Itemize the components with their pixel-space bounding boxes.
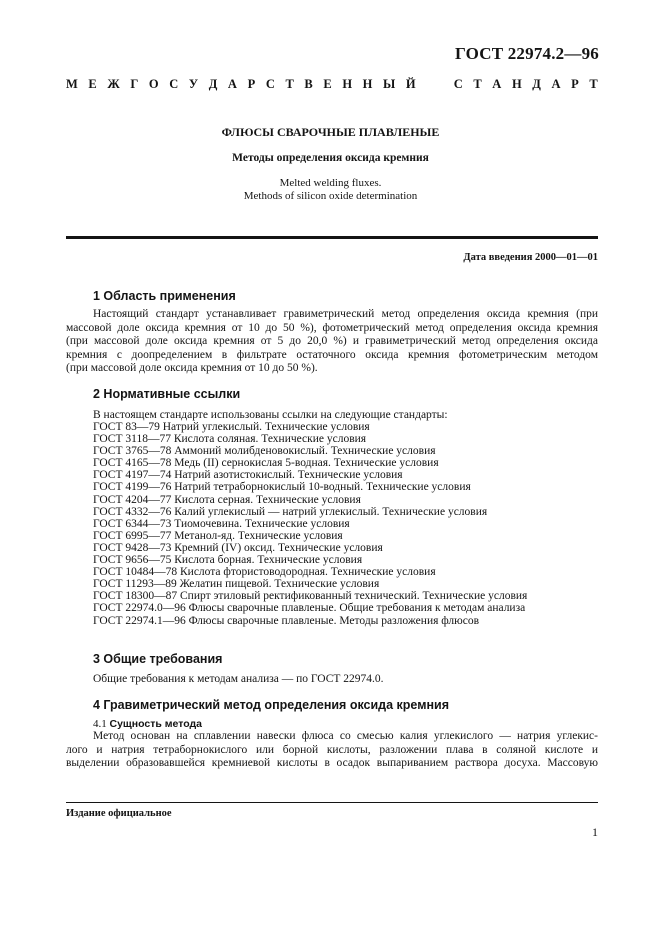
section-1-line: массовой доле оксида кремния от 10 до 50 %), фотометрический метод определения оксида кремния	[66, 321, 598, 334]
references-intro: В настоящем стандарте использованы ссылки на следующие стандарты:	[93, 409, 448, 421]
section-4-heading: 4 Гравиметрический метод определения оксида кремния	[93, 698, 449, 712]
reference-item: ГОСТ 4332—76 Калий углекислый — натрий углекислый. Технические условия	[93, 505, 488, 518]
banner-letter: Ж	[107, 77, 120, 91]
banner-letter: С	[169, 77, 179, 91]
banner-letter: О	[148, 77, 159, 91]
reference-item: ГОСТ 4199—76 Натрий тетраборнокислый 10-водный. Технические условия	[93, 481, 471, 494]
reference-item: ГОСТ 9656—75 Кислота борная. Технические условия	[93, 554, 363, 567]
reference-list	[93, 421, 527, 627]
section-3-body: Общие требования к методам анализа — по ГОСТ 22974.0.	[93, 673, 384, 685]
reference-item: ГОСТ 11293—89 Желатин пищевой. Технические условия	[93, 578, 380, 591]
document-subtitle: Методы определения оксида кремния	[232, 152, 429, 164]
header-divider	[66, 236, 598, 239]
banner-letter: А	[492, 77, 502, 91]
reference-item: ГОСТ 4165—78 Медь (II) сернокислая 5-водная. Технические условия	[93, 457, 439, 470]
reference-item: ГОСТ 9428—73 Кремний (IV) оксид. Технические условия	[93, 541, 383, 554]
subsection-4-1-heading	[93, 718, 202, 730]
section-1-line: (при массовой доле оксида кремния от 10 до 50 %).	[66, 362, 318, 375]
banner-letter: Н	[511, 77, 522, 91]
banner-letter: М	[66, 77, 78, 91]
banner-letter: Т	[285, 77, 294, 91]
banner-letter: Й	[405, 77, 416, 91]
banner-letter: Т	[589, 77, 598, 91]
section-4-line: выделении образовавшейся кремниевой кислоты в осадок выпариванием раствора досуха. Массовую	[66, 757, 598, 770]
subsection-number: 4.1	[93, 718, 107, 730]
section-4-body	[66, 730, 598, 771]
section-3-heading: 3 Общие требования	[93, 652, 223, 666]
section-1-line: Настоящий стандарт устанавливает гравиметрический метод определения оксида кремния (при	[93, 308, 598, 320]
banner-letter	[426, 77, 429, 92]
banner-letter: Р	[247, 77, 256, 91]
reference-item: ГОСТ 4197—74 Натрий азотистокислый. Технические условия	[93, 469, 403, 482]
section-1-heading: 1 Область применения	[93, 289, 236, 303]
section-1-body	[66, 308, 598, 376]
section-4-line: Метод основан на сплавлении навески флюса со смесью калия углекислого — натрия углекис-	[93, 730, 598, 742]
reference-item: ГОСТ 18300—87 Спирт этиловый ректификованный технический. Технические условия	[93, 590, 528, 603]
banner-letter: Н	[362, 77, 373, 91]
banner-letter: Е	[323, 77, 332, 91]
banner-letter	[440, 77, 443, 92]
interstate-standard-banner	[66, 77, 598, 92]
banner-letter: В	[304, 77, 313, 91]
banner-letter: А	[227, 77, 237, 91]
banner-letter: Ы	[383, 77, 396, 91]
reference-item: ГОСТ 22974.1—96 Флюсы сварочные плавленые. Методы разложения флюсов	[93, 614, 480, 627]
footer-divider	[66, 802, 598, 803]
banner-letter: Р	[571, 77, 579, 91]
reference-item: ГОСТ 83—79 Натрий углекислый. Технические условия	[93, 421, 370, 433]
reference-item: ГОСТ 22974.0—96 Флюсы сварочные плавленые. Общие требования к методам анализа	[93, 602, 526, 615]
section-2-heading: 2 Нормативные ссылки	[93, 387, 241, 401]
document-title: ФЛЮСЫ СВАРОЧНЫЕ ПЛАВЛЕНЫЕ	[221, 125, 440, 139]
banner-letter: Е	[88, 77, 97, 91]
section-1-line: (при массовой доле оксида кремния от 5 до 20,0 %) и гравиметрический метод определения оксида	[66, 335, 598, 348]
section-1-line: кремния с доопределением в фильтрате остаточного оксида кремния фотометрическим методом	[66, 348, 598, 361]
english-title-line-1: Melted welding fluxes.	[279, 177, 382, 189]
reference-item: ГОСТ 6995—77 Метанол-яд. Технические условия	[93, 529, 343, 542]
banner-letter: У	[188, 77, 199, 91]
banner-letter: Д	[208, 77, 218, 91]
english-title	[0, 177, 661, 202]
banner-letter: А	[551, 77, 561, 91]
reference-item: ГОСТ 3765—78 Аммоний молибденовокислый. Технические условия	[93, 445, 436, 458]
reference-item: ГОСТ 6344—73 Тиомочевина. Технические условия	[93, 517, 350, 530]
banner-letter: С	[265, 77, 275, 91]
reference-item: ГОСТ 4204—77 Кислота серная. Технические условия	[93, 493, 361, 506]
reference-item: ГОСТ 3118—77 Кислота соляная. Технические условия	[93, 433, 367, 446]
banner-letter: Д	[532, 77, 541, 91]
subsection-title: Сущность метода	[109, 718, 203, 730]
introduction-date: Дата введения 2000—01—01	[463, 252, 598, 263]
section-4-line: лого и натрия тетраборнокислого или борной кислоты, разложении плава в соляной кислоте и	[66, 743, 598, 756]
banner-letter: Т	[473, 77, 482, 91]
reference-item: ГОСТ 10484—78 Кислота фтористоводородная. Технические условия	[93, 566, 436, 579]
gost-number: ГОСТ 22974.2—96	[455, 44, 599, 63]
page-number: 1	[592, 825, 598, 839]
banner-letter: Г	[130, 77, 139, 91]
banner-letter: С	[453, 77, 463, 91]
banner-letter: Н	[342, 77, 353, 91]
official-edition-note: Издание официальное	[66, 808, 172, 819]
english-title-line-2: Methods of silicon oxide determination	[243, 189, 418, 202]
